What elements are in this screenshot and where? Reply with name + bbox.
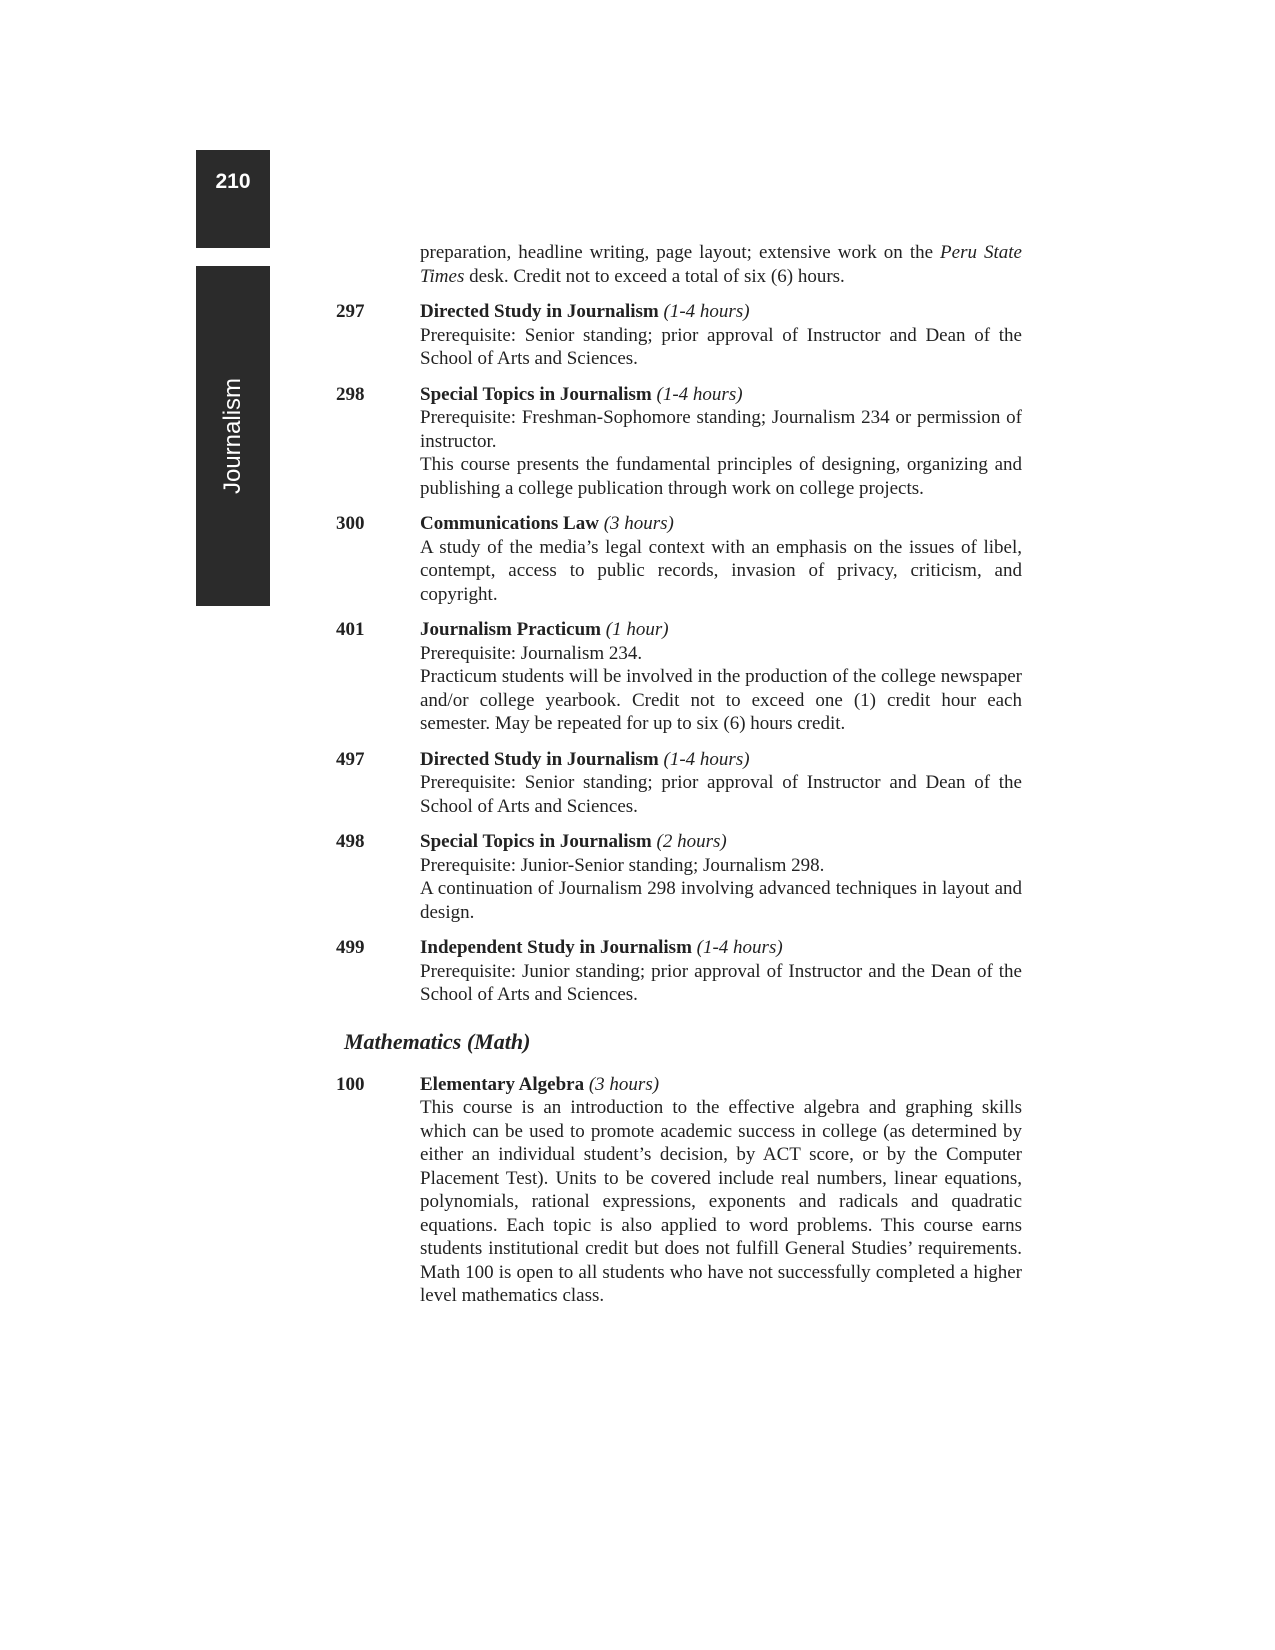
course-hours: (1-4 hours) — [663, 301, 750, 322]
course-hours: (1-4 hours) — [696, 937, 783, 958]
course-heading — [420, 383, 1022, 407]
course-title: Special Topics in Journalism — [420, 831, 652, 852]
continuation-paragraph — [420, 241, 1022, 288]
course-description: Prerequisite: Senior standing; prior approval of Instructor and Dean of the School of Arts and Sciences. — [420, 324, 1022, 369]
course-description: Prerequisite: Journalism 234. — [420, 642, 643, 664]
course-heading — [420, 512, 1022, 536]
course-description: Prerequisite: Freshman-Sophomore standing; Journalism 234 or permission of instructor. — [420, 407, 1022, 452]
course-hours: (1-4 hours) — [663, 748, 750, 770]
journalism-course-list — [336, 300, 1022, 1007]
course-title: Elementary Algebra — [420, 1073, 585, 1095]
course-heading — [420, 830, 1022, 854]
course-body — [420, 618, 1022, 736]
course-title: Independent Study in Journalism — [420, 937, 692, 958]
course-description: Prerequisite: Senior standing; prior approval of Instructor and Dean of the School of Arts and Sciences. — [420, 772, 1022, 817]
course-body — [420, 748, 1022, 819]
course-title: Communications Law — [420, 513, 599, 534]
course-number: 300 — [336, 513, 365, 534]
department-heading: Mathematics (Math) — [344, 1028, 531, 1054]
course-entry — [336, 300, 1022, 371]
course-description: Prerequisite: Junior-Senior standing; Journalism 298. — [420, 854, 825, 876]
course-number: 298 — [336, 383, 365, 405]
course-number: 297 — [336, 301, 365, 322]
course-number: 498 — [336, 831, 365, 852]
course-entry — [336, 830, 1022, 924]
course-heading — [420, 936, 1022, 960]
course-body — [420, 383, 1022, 501]
course-description: A study of the media’s legal context with an emphasis on the issues of libel, contempt, access to public records, invasion of privacy, criticism, and copyright. — [420, 536, 1022, 605]
course-hours: (1-4 hours) — [656, 383, 743, 405]
course-heading — [420, 618, 1022, 642]
course-title: Directed Study in Journalism — [420, 748, 659, 770]
course-number: 499 — [336, 937, 365, 958]
course-heading — [420, 300, 1022, 324]
course-entry — [336, 383, 1022, 501]
course-description: A continuation of Journalism 298 involving advanced techniques in layout and design. — [420, 878, 1022, 923]
course-entry — [336, 618, 1022, 736]
section-tab-label: Journalism — [219, 377, 246, 495]
continuation-text-end: desk. Credit not to exceed a total of six (6) hours. — [464, 265, 845, 287]
course-heading — [420, 1073, 1022, 1097]
course-entry — [336, 748, 1022, 819]
course-body — [420, 512, 1022, 606]
course-heading — [420, 748, 1022, 772]
course-number: 497 — [336, 748, 365, 770]
course-entry — [336, 1073, 1022, 1308]
course-description: Practicum students will be involved in the production of the college newspaper and/or college yearbook. Credit not to exceed one (1) credit hour each semester. May be repeated for up to six (6) hours credit. — [420, 666, 1022, 734]
course-description: This course is an introduction to the effective algebra and graphing skills which can be used to promote academic success in college (as determined by either an individual student’s decision, by ACT score, or by the Computer Placement Test). Units to be covered include real numbers, linear equations, polynomials, rational expressions, exponents and radicals and quadratic equations. Each topic is also applied to word problems. This course earns students institutional credit but does not fulfill General Studies’ requirements. Math 100 is open to all students who have not successfully completed a higher level mathematics class. — [420, 1097, 1022, 1306]
course-description: This course presents the fundamental principles of designing, organizing and publishing a college publication through work on college projects. — [420, 454, 1022, 499]
course-title: Journalism Practicum — [420, 619, 602, 640]
continuation-text-start: preparation, headline writing, page layout; extensive work on the — [420, 242, 941, 263]
course-body — [420, 300, 1022, 371]
math-course-list — [336, 1073, 1022, 1308]
continuation-italic: Peru State Times — [420, 242, 1022, 287]
course-body — [420, 1073, 1022, 1308]
course-title: Special Topics in Journalism — [420, 383, 652, 405]
course-hours: (3 hours) — [603, 513, 674, 534]
page-content — [336, 222, 1022, 1320]
page-number-tab — [196, 150, 270, 248]
course-entry — [336, 512, 1022, 606]
course-title: Directed Study in Journalism — [420, 301, 659, 322]
course-body — [420, 830, 1022, 924]
course-hours: (3 hours) — [588, 1073, 660, 1095]
course-number: 401 — [336, 619, 365, 640]
course-hours: (1 hour) — [605, 619, 669, 640]
course-entry — [336, 936, 1022, 1007]
course-body — [420, 936, 1022, 1007]
page-number: 210 — [215, 170, 251, 193]
course-hours: (2 hours) — [656, 831, 727, 852]
course-number: 100 — [336, 1073, 365, 1095]
course-description: Prerequisite: Junior standing; prior approval of Instructor and the Dean of the School of Arts and Sciences. — [420, 960, 1022, 1005]
